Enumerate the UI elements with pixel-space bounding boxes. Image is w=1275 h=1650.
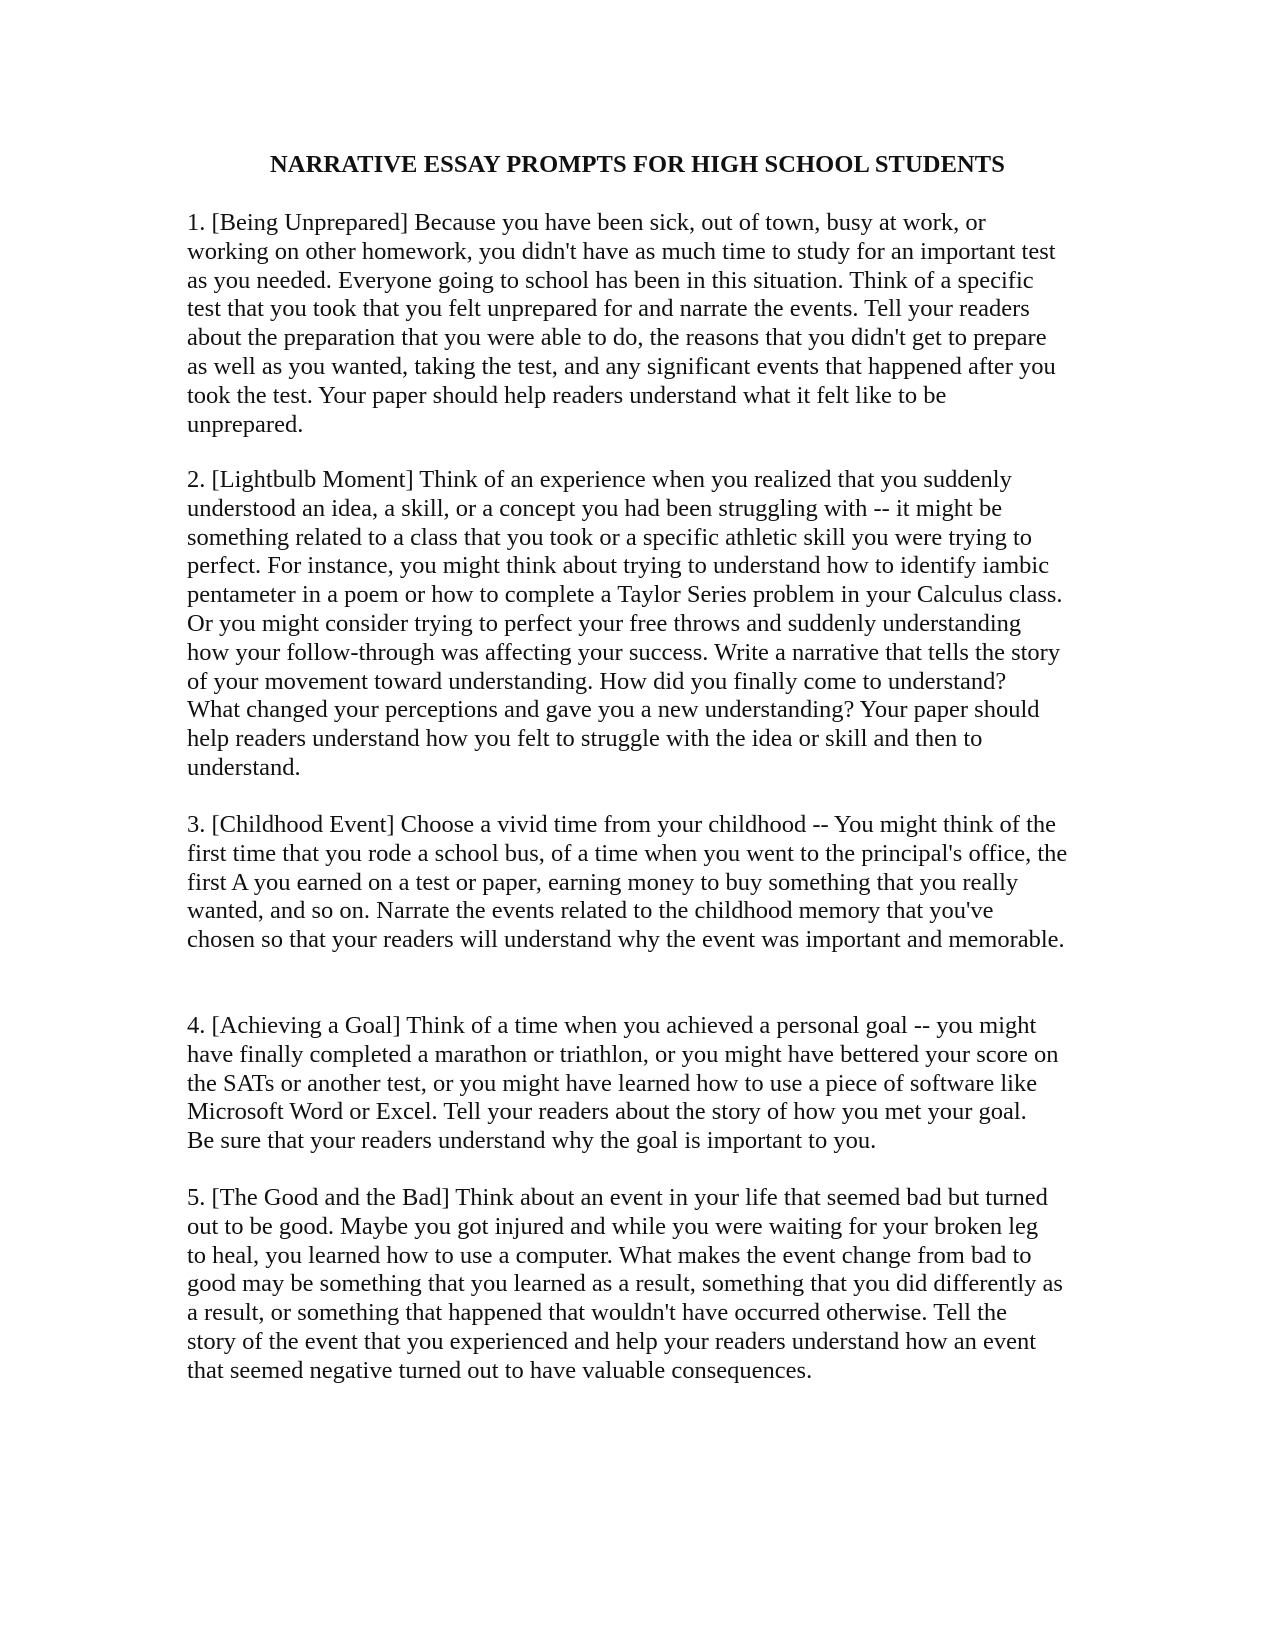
prompt-line: good may be something that you learned as a result, something that you did differently as <box>187 1270 1063 1298</box>
prompt-line: pentameter in a poem or how to complete a Taylor Series problem in your Calculus class. <box>187 581 1063 609</box>
prompt-line: understood an idea, a skill, or a concept you had been struggling with -- it might be <box>187 494 1003 522</box>
prompt-lightbulb-moment <box>187 466 1197 783</box>
prompt-line: Or you might consider trying to perfect your free throws and suddenly understanding <box>187 609 1022 637</box>
prompt-line: how your follow-through was affecting your success. Write a narrative that tells the story <box>187 638 1061 666</box>
prompt-line: have finally completed a marathon or triathlon, or you might have bettered your score on <box>187 1040 1059 1068</box>
prompt-childhood-event <box>187 811 1197 955</box>
prompt-line: wanted, and so on. Narrate the events related to the childhood memory that you've <box>187 897 994 925</box>
prompt-line: to heal, you learned how to use a computer. What makes the event change from bad to <box>187 1241 1032 1269</box>
prompt-line: the SATs or another test, or you might have learned how to use a piece of software like <box>187 1069 1038 1097</box>
prompt-line: 5. [The Good and the Bad] Think about an event in your life that seemed bad but turned <box>187 1184 1048 1211</box>
prompt-being-unprepared <box>187 209 1197 439</box>
prompt-line: working on other homework, you didn't have as much time to study for an important test <box>187 237 1056 265</box>
prompt-line: 1. [Being Unprepared] Because you have been sick, out of town, busy at work, or <box>187 209 986 236</box>
prompt-line: perfect. For instance, you might think about trying to understand how to identify iambic <box>187 552 1050 580</box>
prompt-line: understand. <box>187 753 301 781</box>
prompt-line: a result, or something that happened that wouldn't have occurred otherwise. Tell the <box>187 1299 1008 1327</box>
prompt-line: 4. [Achieving a Goal] Think of a time when you achieved a personal goal -- you might <box>187 1012 1037 1039</box>
prompt-line: test that you took that you felt unprepared for and narrate the events. Tell your readers <box>187 295 1030 323</box>
document-title: NARRATIVE ESSAY PROMPTS FOR HIGH SCHOOL STUDENTS <box>270 151 1005 178</box>
prompt-line: help readers understand how you felt to struggle with the idea or skill and then to <box>187 725 983 753</box>
prompt-line: 3. [Childhood Event] Choose a vivid time from your childhood -- You might think of the <box>187 811 1056 838</box>
prompt-line: 2. [Lightbulb Moment] Think of an experience when you realized that you suddenly <box>187 466 1012 493</box>
prompt-line: as well as you wanted, taking the test, and any significant events that happened after you <box>187 352 1056 380</box>
prompt-line: took the test. Your paper should help readers understand what it felt like to be <box>187 381 947 409</box>
prompt-line: unprepared. <box>187 410 304 438</box>
prompt-line: story of the event that you experienced and help your readers understand how an event <box>187 1327 1037 1355</box>
prompt-line: about the preparation that you were able to do, the reasons that you didn't get to prepare <box>187 324 1047 352</box>
prompt-line: as you needed. Everyone going to school has been in this situation. Think of a specific <box>187 266 1034 294</box>
prompt-line: chosen so that your readers will understand why the event was important and memorable. <box>187 926 1065 954</box>
prompt-line: that seemed negative turned out to have valuable consequences. <box>187 1356 813 1384</box>
prompt-line: first A you earned on a test or paper, earning money to buy something that you really <box>187 868 1019 896</box>
prompt-line: What changed your perceptions and gave you a new understanding? Your paper should <box>187 696 1040 724</box>
prompt-line: out to be good. Maybe you got injured and while you were waiting for your broken leg <box>187 1212 1039 1240</box>
prompt-the-good-and-the-bad <box>187 1184 1197 1386</box>
prompt-line: first time that you rode a school bus, of a time when you went to the principal's office, the <box>187 839 1068 867</box>
prompt-line: Microsoft Word or Excel. Tell your readers about the story of how you met your goal. <box>187 1098 1027 1126</box>
prompt-line: Be sure that your readers understand why the goal is important to you. <box>187 1127 877 1155</box>
prompt-line: something related to a class that you took or a specific athletic skill you were trying to <box>187 523 1033 551</box>
prompt-achieving-a-goal <box>187 1012 1197 1156</box>
prompt-line: of your movement toward understanding. How did you finally come to understand? <box>187 667 1007 695</box>
